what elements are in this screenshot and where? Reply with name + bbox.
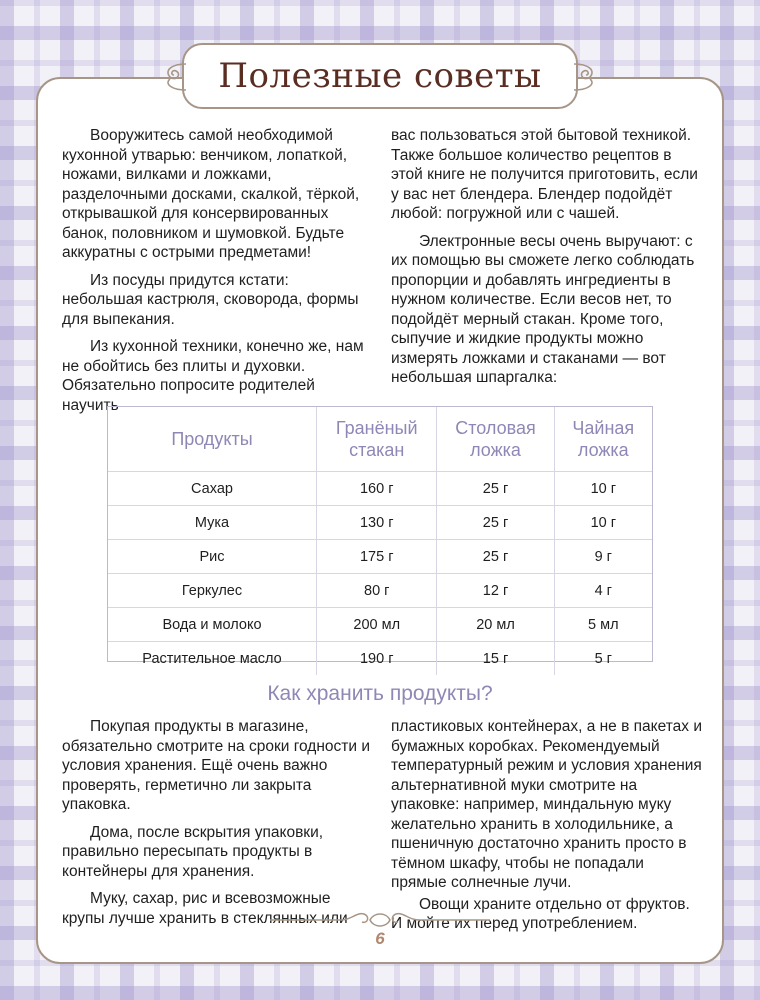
glass-cell: 175 г <box>317 540 437 574</box>
storage-paragraph: Овощи храните отдельно от фруктов. И мойте их перед употреблением. <box>391 895 690 932</box>
intro-paragraph-continued: вас пользоваться этой бытовой техникой. Также большое количество рецептов в этой книге не получится приготовить, если у вас нет блендера. Блендер подойдёт любой: погружной или с чашей. <box>391 127 698 222</box>
page-number: 6 <box>375 929 385 948</box>
teaspoon-cell: 5 г <box>554 642 652 676</box>
title-banner <box>182 43 578 109</box>
table-row <box>108 506 652 540</box>
storage-paragraph: Покупая продукты в магазине, обязательно смотрите на сроки годности и условия хранения. Ещё очень важно проверять, герметично ли закрыта упаковка. <box>62 718 371 813</box>
right-swirl-ornament <box>572 60 602 94</box>
tablespoon-cell: 25 г <box>437 540 554 574</box>
storage-heading: Как хранить продукты? <box>267 682 493 705</box>
intro-paragraph: Из кухонной техники, конечно же, нам не обойтись без плиты и духовки. Обязательно попросите родителей научить <box>62 338 364 414</box>
teaspoon-cell: 9 г <box>554 540 652 574</box>
column-header-tablespoon: Столовая ложка <box>437 407 554 472</box>
column-header-products: Продукты <box>108 407 317 472</box>
table-row <box>108 642 652 676</box>
column-header-teaspoon: Чайная ложка <box>554 407 652 472</box>
teaspoon-cell: 4 г <box>554 574 652 608</box>
teaspoon-cell: 5 мл <box>554 608 652 642</box>
storage-paragraph: Муку, сахар, рис и всевозможные крупы лучше хранить в стеклянных или <box>62 890 348 927</box>
product-cell: Рис <box>108 540 317 574</box>
intro-right-column <box>391 126 703 396</box>
intro-left-column <box>62 126 370 423</box>
storage-paragraph-continued: пластиковых контейнерах, а не в пакетах и бумажных коробках. Рекомендуемый температурный режим и условия хранения альтернативной муки смотрите на упаковке: например, миндальную муку желательно хранить в холодильнике, а пшеничную достаточно хранить просто в тёмном шкафу, чтобы не попадали прямые солнечные лучи. <box>391 718 702 891</box>
table-header-row <box>108 407 652 472</box>
teaspoon-cell: 10 г <box>554 506 652 540</box>
tablespoon-cell: 12 г <box>437 574 554 608</box>
intro-paragraph: Вооружитесь самой необходимой кухонной утварью: венчиком, лопаткой, ножами, вилками и ложками, разделочными досками, скалкой, тёркой, открывашкой для консервированных банок, половником и шумовкой. Будьте аккуратны с острыми предметами! <box>62 127 360 261</box>
tablespoon-cell: 25 г <box>437 472 554 506</box>
tablespoon-cell: 15 г <box>437 642 554 676</box>
table-row <box>108 608 652 642</box>
intro-paragraph: Из посуды придутся кстати: небольшая кастрюля, сковорода, формы для выпекания. <box>62 271 359 328</box>
product-cell: Мука <box>108 506 317 540</box>
product-cell: Сахар <box>108 472 317 506</box>
glass-cell: 190 г <box>317 642 437 676</box>
product-cell: Геркулес <box>108 574 317 608</box>
left-swirl-ornament <box>158 60 188 94</box>
product-cell: Растительное масло <box>142 650 282 667</box>
tablespoon-cell: 20 мл <box>437 608 554 642</box>
product-cell: Вода и молоко <box>108 608 317 642</box>
glass-cell: 200 мл <box>317 608 437 642</box>
glass-cell: 160 г <box>317 472 437 506</box>
page-title: Полезные советы <box>218 56 542 96</box>
table-row <box>108 472 652 506</box>
table-row <box>108 540 652 574</box>
glass-cell: 80 г <box>317 574 437 608</box>
glass-cell: 130 г <box>317 506 437 540</box>
storage-paragraph: Дома, после вскрытия упаковки, правильно пересыпать продукты в контейнеры для хранения. <box>62 823 324 880</box>
tablespoon-cell: 25 г <box>437 506 554 540</box>
storage-left-column <box>62 717 370 936</box>
column-header-glass: Гранёный стакан <box>317 407 437 472</box>
measurement-table <box>107 406 653 667</box>
teaspoon-cell: 10 г <box>554 472 652 506</box>
intro-paragraph: Электронные весы очень выручают: с их помощью вы сможете легко соблюдать пропорции и добавлять ингредиенты в нужном количестве. Если весов нет, то подойдёт мерный стакан. Кроме того, сыпучие и жидкие продукты можно измерять ложками и стаканами — вот небольшая шпаргалка: <box>391 232 695 386</box>
table-row <box>108 574 652 608</box>
